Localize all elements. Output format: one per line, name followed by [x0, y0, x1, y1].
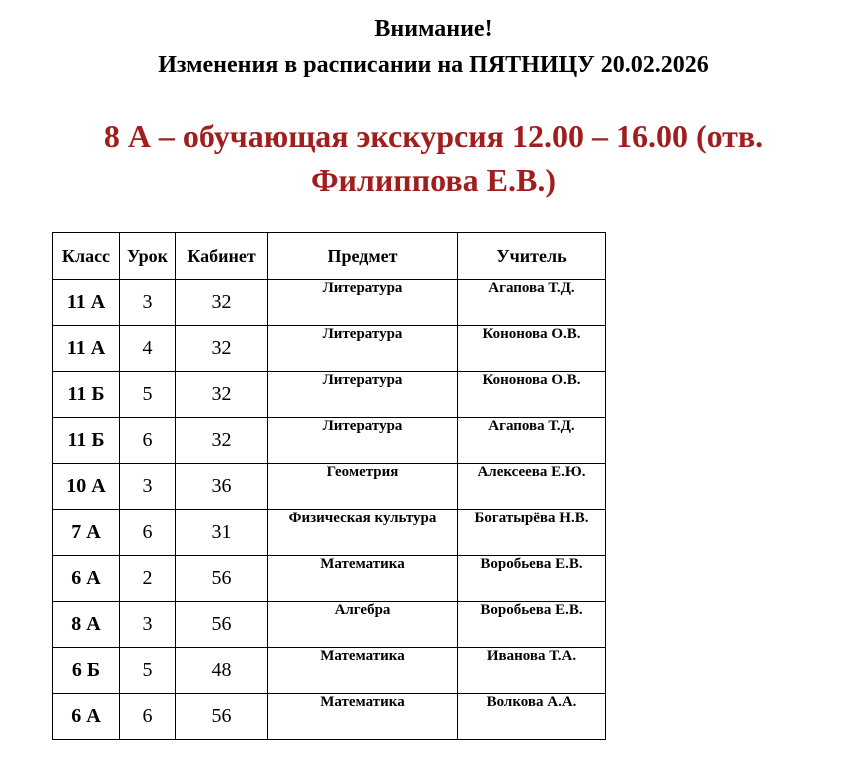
teacher-cell: Волкова А.А. [458, 694, 606, 740]
class-cell: 11 Б [53, 372, 120, 418]
room-cell: 56 [176, 556, 268, 602]
room-cell: 56 [176, 694, 268, 740]
subject-cell: Физическая культура [268, 510, 458, 556]
room-cell: 48 [176, 648, 268, 694]
subject-cell: Литература [268, 372, 458, 418]
table-header-row [53, 233, 606, 280]
table-row [53, 694, 606, 740]
notice-heading: Внимание! [374, 16, 493, 42]
subject-cell: Литература [268, 418, 458, 464]
room-cell: 56 [176, 602, 268, 648]
class-cell: 10 А [53, 464, 120, 510]
schedule-table [52, 232, 606, 740]
table-row [53, 464, 606, 510]
lesson-cell: 5 [120, 648, 176, 694]
lesson-cell: 5 [120, 372, 176, 418]
teacher-cell: Агапова Т.Д. [458, 280, 606, 326]
excursion-notice [0, 114, 867, 202]
subject-cell: Математика [268, 648, 458, 694]
room-cell: 32 [176, 372, 268, 418]
subject-cell: Математика [268, 694, 458, 740]
table-row [53, 648, 606, 694]
lesson-cell: 6 [120, 510, 176, 556]
subject-cell: Математика [268, 556, 458, 602]
subject-cell: Литература [268, 280, 458, 326]
column-header-lesson: Урок [120, 233, 176, 280]
room-cell: 32 [176, 280, 268, 326]
class-cell: 11 А [53, 326, 120, 372]
class-cell: 6 А [53, 694, 120, 740]
excursion-notice-line-2: Филиппова Е.В.) [310, 162, 556, 198]
column-header-teacher: Учитель [458, 233, 606, 280]
class-cell: 6 Б [53, 648, 120, 694]
room-cell: 31 [176, 510, 268, 556]
teacher-cell: Кононова О.В. [458, 372, 606, 418]
lesson-cell: 4 [120, 326, 176, 372]
column-header-subject: Предмет [268, 233, 458, 280]
table-row [53, 372, 606, 418]
table-row [53, 556, 606, 602]
teacher-cell: Богатырёва Н.В. [458, 510, 606, 556]
table-row [53, 326, 606, 372]
teacher-cell: Кононова О.В. [458, 326, 606, 372]
class-cell: 11 Б [53, 418, 120, 464]
column-header-room: Кабинет [176, 233, 268, 280]
table-row [53, 418, 606, 464]
lesson-cell: 3 [120, 280, 176, 326]
column-header-class: Класс [53, 233, 120, 280]
teacher-cell: Воробьева Е.В. [458, 602, 606, 648]
room-cell: 32 [176, 418, 268, 464]
teacher-cell: Алексеева Е.Ю. [458, 464, 606, 510]
schedule-change-title: Изменения в расписании на ПЯТНИЦУ 20.02.2026 [158, 52, 709, 78]
lesson-cell: 6 [120, 694, 176, 740]
class-cell: 8 А [53, 602, 120, 648]
excursion-notice-line-1: 8 А – обучающая экскурсия 12.00 – 16.00 (отв. [103, 118, 764, 154]
class-cell: 6 А [53, 556, 120, 602]
room-cell: 36 [176, 464, 268, 510]
table-row [53, 280, 606, 326]
subject-cell: Геометрия [268, 464, 458, 510]
teacher-cell: Иванова Т.А. [458, 648, 606, 694]
teacher-cell: Агапова Т.Д. [458, 418, 606, 464]
lesson-cell: 2 [120, 556, 176, 602]
teacher-cell: Воробьева Е.В. [458, 556, 606, 602]
subject-cell: Литература [268, 326, 458, 372]
lesson-cell: 3 [120, 602, 176, 648]
subject-cell: Алгебра [268, 602, 458, 648]
table-row [53, 602, 606, 648]
lesson-cell: 3 [120, 464, 176, 510]
class-cell: 7 А [53, 510, 120, 556]
lesson-cell: 6 [120, 418, 176, 464]
class-cell: 11 А [53, 280, 120, 326]
table-row [53, 510, 606, 556]
room-cell: 32 [176, 326, 268, 372]
